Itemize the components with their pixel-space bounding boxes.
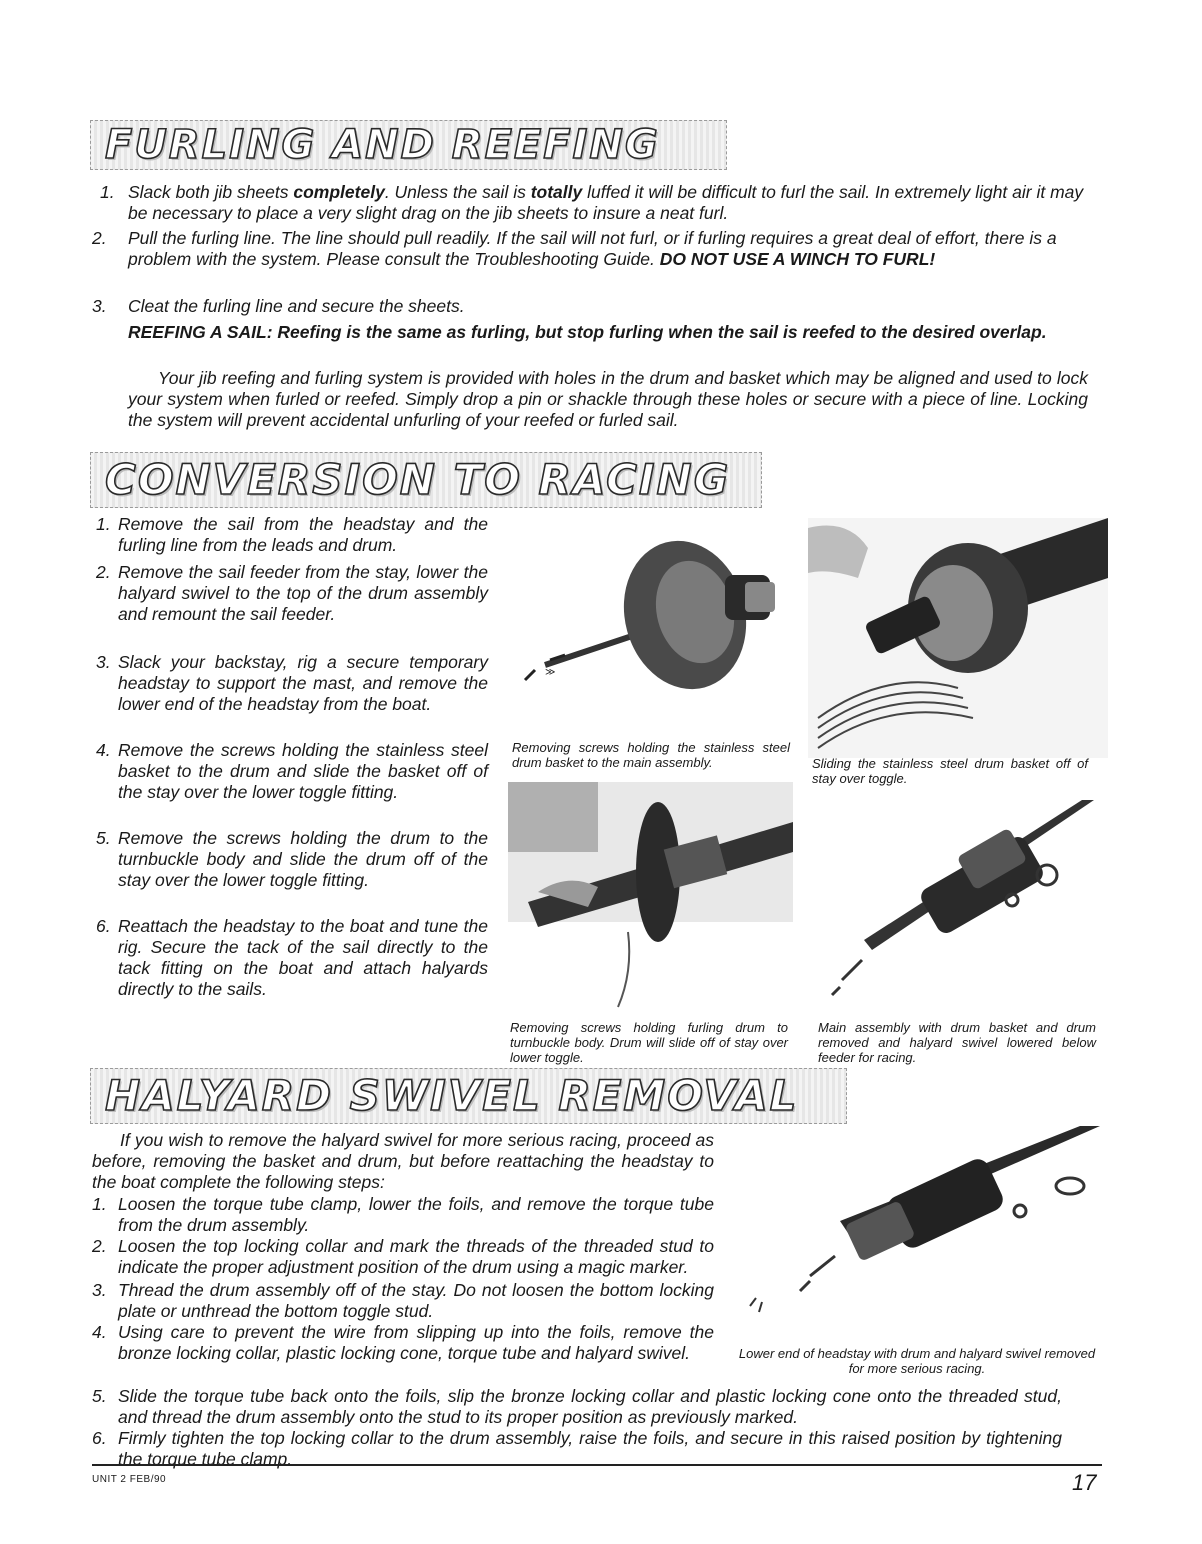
step-number: 2. [92, 228, 107, 248]
emphasis-totally: totally [530, 182, 583, 202]
svg-text:≫: ≫ [545, 667, 556, 678]
emphasis-completely: completely [293, 182, 385, 202]
conversion-step: 3. Slack your backstay, rig a secure temporary headstay to support the mast, and remove the lower end of the headstay from the boat. [96, 652, 488, 714]
halyard-step: 1. Loosen the torque tube clamp, lower the foils, and remove the torque tube from the drum assembly. [92, 1194, 714, 1235]
conversion-section-banner [90, 452, 762, 508]
conversion-step: 4. Remove the screws holding the stainless steel basket to the drum and slide the basket off of the stay over the lower toggle fitting. [96, 740, 488, 802]
photo3-caption: Removing screws holding furling drum to turnbuckle body. Drum will slide off of stay over lower toggle. [510, 1020, 788, 1065]
halyard-step: 6. Firmly tighten the top locking collar to the drum assembly, raise the foils, and secure in this raised position by tightening the torque tube clamp. [92, 1428, 1062, 1469]
halyard-section-title: HALYARD SWIVEL REMOVAL [105, 1071, 799, 1120]
winch-warning: DO NOT USE A WINCH TO FURL! [659, 249, 936, 269]
page-number: 17 [1072, 1470, 1097, 1495]
conversion-step: 1. Remove the sail from the headstay and the furling line from the leads and drum. [96, 514, 488, 555]
footer-rule [92, 1464, 1102, 1466]
photo1-caption: Removing screws holding the stainless steel drum basket to the main assembly. [512, 740, 790, 770]
furling-section-title: FURLING AND REEFING [105, 122, 660, 168]
conversion-step: 5. Remove the screws holding the drum to the turnbuckle body and slide the drum off of the stay over the lower toggle fitting. [96, 828, 488, 890]
reefing-note: REEFING A SAIL: Reefing is the same as furling, but stop furling when the sail is reefed to the desired overlap. [128, 322, 1047, 342]
halyard-section-banner [90, 1068, 847, 1124]
headstay-lower-end-photo [740, 1126, 1100, 1336]
furling-section-banner [90, 120, 727, 170]
locking-paragraph: Your jib reefing and furling system is provided with holes in the drum and basket which may be aligned and used to lock your system when furled or reefed. Simply drop a pin or shackle through these holes or secure with a piece of line. Locking the system will prevent accidental unfurling of your reefed or furled sail. [128, 368, 1088, 430]
photo2-caption: Sliding the stainless steel drum basket off of stay over toggle. [812, 756, 1088, 786]
halyard-step: 5. Slide the torque tube back onto the foils, slip the bronze locking collar and plastic locking cone onto the threaded stud, and thread the drum assembly onto the stud to its proper position as previously marked. [92, 1386, 1062, 1427]
step-number: 3. [92, 296, 107, 316]
footer-unit-date: UNIT 2 FEB/90 [92, 1474, 167, 1485]
drum-removal-photo [508, 782, 793, 1012]
conversion-section-title: CONVERSION TO RACING [105, 455, 731, 504]
furling-step: 1. Slack both jib sheets completely. Unless the sail is totally luffed it will be difficult to furl the sail. In extremely light air it may be necessary to place a very slight drag on the jib sheets to insure a neat furl. [100, 182, 1084, 223]
conversion-step: 6. Reattach the headstay to the boat and tune the rig. Secure the tack of the sail directly to the tack fitting on the boat and attach halyards directly to the sails. [96, 916, 488, 999]
sliding-basket-photo [808, 518, 1108, 758]
conversion-step: 2. Remove the sail feeder from the stay, lower the halyard swivel to the top of the drum assembly and remount the sail feeder. [96, 562, 488, 624]
halyard-step: 2. Loosen the top locking collar and mark the threads of the threaded stud to indicate the proper adjustment position of the drum using a magic marker. [92, 1236, 714, 1277]
furling-step: 2. Pull the furling line. The line should pull readily. If the sail will not furl, or if furling requires a great deal of effort, there is a problem with the system. Please consult the Troubleshooting Guide. DO NOT USE A WINCH TO FURL! [92, 228, 1057, 269]
halyard-photo-caption: Lower end of headstay with drum and halyard swivel removed for more serious racing. [738, 1346, 1096, 1376]
halyard-step: 4. Using care to prevent the wire from slipping up into the foils, remove the bronze locking collar, plastic locking cone, torque tube and halyard swivel. [92, 1322, 714, 1363]
main-assembly-photo [812, 800, 1094, 1010]
drum-basket-photo [505, 520, 785, 735]
halyard-step: 3. Thread the drum assembly off of the stay. Do not loosen the bottom locking plate or unthread the bottom toggle stud. [92, 1280, 714, 1321]
halyard-intro: If you wish to remove the halyard swivel for more serious racing, proceed as before, removing the basket and drum, but before reattaching the headstay to the boat complete the following steps: [92, 1130, 714, 1192]
photo4-caption: Main assembly with drum basket and drum removed and halyard swivel lowered below feeder for racing. [818, 1020, 1096, 1065]
step-number: 1. [100, 182, 115, 202]
furling-step: 3. Cleat the furling line and secure the sheets. [92, 296, 465, 316]
